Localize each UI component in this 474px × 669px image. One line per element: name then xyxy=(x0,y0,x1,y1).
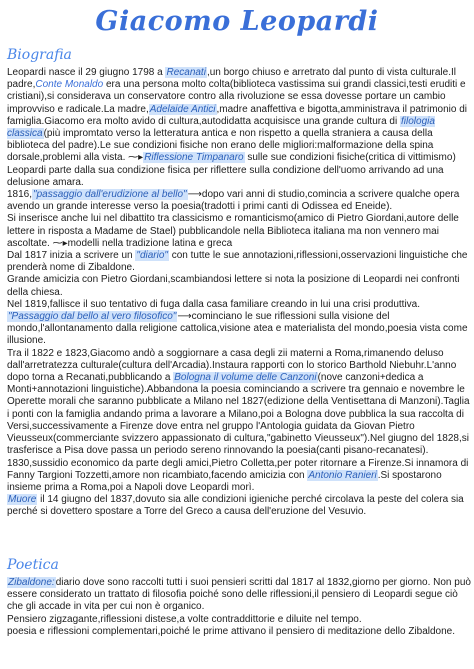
document-title: Giacomo Leopardi xyxy=(95,6,379,37)
poetica-body xyxy=(7,577,471,638)
text-run: Leopardi nasce il 29 giugno 1798 a xyxy=(7,67,166,78)
section-heading-biografia: Biografia xyxy=(7,47,72,63)
text-run: Tra il 1822 e 1823,Giacomo andò a soggiornare a casa degli zii materni a Roma,rimanendo deluso dall'arretratezza culturale(cultura dell'Arcadia).Instaura rapporti con lo storico Barthold Niebuhr.L'anno dopo torna a Recanati,pubblicando a xyxy=(7,347,457,384)
text-run: il 14 giugno del 1837,dovuto sia alle condizioni igieniche perché circolava la peste del colera sia perché si dovettero spostare a Torre del Greco a causa dell'eruzione del Vesuvio. xyxy=(7,494,464,518)
biografia-body xyxy=(7,67,471,519)
poetica-paragraph xyxy=(7,577,471,614)
highlighted-term: "diario" xyxy=(136,250,168,262)
highlighted-term: Zibaldone: xyxy=(8,577,55,588)
highlighted-term: Conte Monaldo xyxy=(35,79,104,91)
bio-paragraph xyxy=(7,67,471,165)
bio-paragraph xyxy=(7,494,471,518)
bio-paragraph: Grande amicizia con Pietro Giordani,scambiandosi lettere si nota la posizione di Leopardi nei confronti della chiesa. xyxy=(7,274,460,298)
highlighted-term: Riflessione Timpanaro xyxy=(144,152,244,164)
text-run: era una persona molto colta(biblioteca vastissima sui grandi classici,testi eruditi e cristiani),si considerava un conservatore contro alla rivoluzione se essa dovesse portare un cambio improvviso e radicale.La madre, xyxy=(7,79,466,115)
highlighted-term: Muore xyxy=(8,494,37,506)
bio-paragraph xyxy=(7,458,471,495)
poetica-paragraph: Pensiero zigzagante,riflessioni distese,a volte contraddittorie e diluite nel tempo. xyxy=(7,613,362,625)
highlighted-term: "passaggio dall'erudizione al bello" xyxy=(33,189,187,201)
bio-paragraph xyxy=(7,189,471,213)
bio-paragraph xyxy=(7,311,471,348)
bio-paragraph: Si inserisce anche lui nel dibattito tra classicismo e romanticismo(amico di Pietro Giordani,autore delle lettere in risposta a Madame de Stael) pubblicandole nella Biblioteca italiana ma non vennero mai ascoltate. ⁓▸modelli nella tradizione latina e greca xyxy=(7,213,459,249)
bio-paragraph: Leopardi parte dalla sua condizione fisica per riflettere sulla condizione dell'uomo arrivando ad una delusione amara. xyxy=(7,164,444,188)
text-run: con tutte le sue annotazioni,riflessioni,osservazioni linguistiche che prenderà nome di Zibaldone. xyxy=(7,250,468,274)
bio-paragraph xyxy=(7,250,471,274)
highlighted-term: Recanati xyxy=(166,67,206,78)
text-run: 1830,sussidio economico da parte degli amici,Pietro Colletta,per poter ritornare a Firenze.Si innamora di Fanny Targioni Tozzetti,amore non ricambiato,facendo amicizia con xyxy=(7,457,469,481)
text-run: ,un borgo chiuso e arretrato dal punto di vista culturale.Il padre, xyxy=(7,67,456,91)
text-run: .Si spostarono insieme prima a Roma,poi a Napoli dove Leopardi morì. xyxy=(7,469,442,493)
text-run: (più impromtato verso la letteratura antica e non rispetto a quella straniera a causa della biblioteca del padre).Le sue condizioni fisiche non erano delle migliori:malformazione della spina dorsale,problemi alla vista. ⁓▸ xyxy=(7,128,434,164)
bio-paragraph: Nel 1819,fallisce il suo tentativo di fuga dalla casa familiare creando in lui una crisi produttiva. xyxy=(7,298,421,310)
highlighted-term: filologia classica xyxy=(7,115,435,140)
bio-paragraph xyxy=(7,348,471,458)
highlighted-term: Adelaide Antici xyxy=(149,103,216,115)
text-run: sulle sue condizioni fisiche(critica di vittimismo) xyxy=(244,152,456,164)
text-run: ⟶cominciano le sue riflessioni sulla visione del mondo,l'allontanamento dalla religione cattolica,visione atea e materialista del mondo,poesia vista come illusione. xyxy=(7,311,468,347)
text-run: (nove canzoni+dedica a Monti+annotazioni linguistiche).Abbandona la poesia cominciando a scrivere tra gennaio e novembre le Operette morali che saranno pubblicate a Milano nel 1827(edizione della Ventisettana di Manzoni).Taglia i ponti con la famiglia andando prima a lavorare a Milano,poi a Bologna dove pubblica la sua raccolta di Versi,successivamente a Firenze dove entra nel gruppo l'Antologia guidata da Giovan Pietro Vieusseux(commerciante svizzero appassionato di cultura,"gabinetto Vieusseux").Nel giugno del 1828,si trasferisce a Pisa dove passa un periodo sereno rinnovando la poesia(canti pisano-recanatesi). xyxy=(7,372,470,457)
section-heading-poetica: Poetica xyxy=(7,557,59,573)
poetica-paragraph: poesia e riflessioni complementari,poiché le prime attivano il pensiero di meditazione dello Zibaldone. xyxy=(7,625,456,637)
highlighted-term: Bologna il volume delle Canzoni xyxy=(174,372,317,384)
text-run: diario dove sono raccolti tutti i suoi pensieri scritti dal 1817 al 1832,giorno per giorno. Non può essere considerato un trattato di filosofia poiché sono delle riflessioni,il pensiero di Leopardi segue ciò che gli accade in vita per cui non è organico. xyxy=(7,577,471,613)
highlighted-term: Antonio Ranieri xyxy=(308,469,377,481)
text-run: Dal 1817 inizia a scrivere un xyxy=(7,250,136,262)
text-run: ⟶dopo vari anni di studio,comincia a scrivere qualche opera avendo un grande interesse verso la poesia(tradotti i primi canti di Odissea ed Eneide). xyxy=(7,189,460,213)
text-run: ,madre anaffettiva e bigotta,amministrava il patrimonio di famiglia.Giacomo era molto avido di cultura,autodidatta acquisisce una grande cultura di xyxy=(7,103,468,127)
highlighted-term: "Passaggio dal bello al vero filosofico" xyxy=(8,311,177,323)
text-run: 1816, xyxy=(7,189,33,201)
